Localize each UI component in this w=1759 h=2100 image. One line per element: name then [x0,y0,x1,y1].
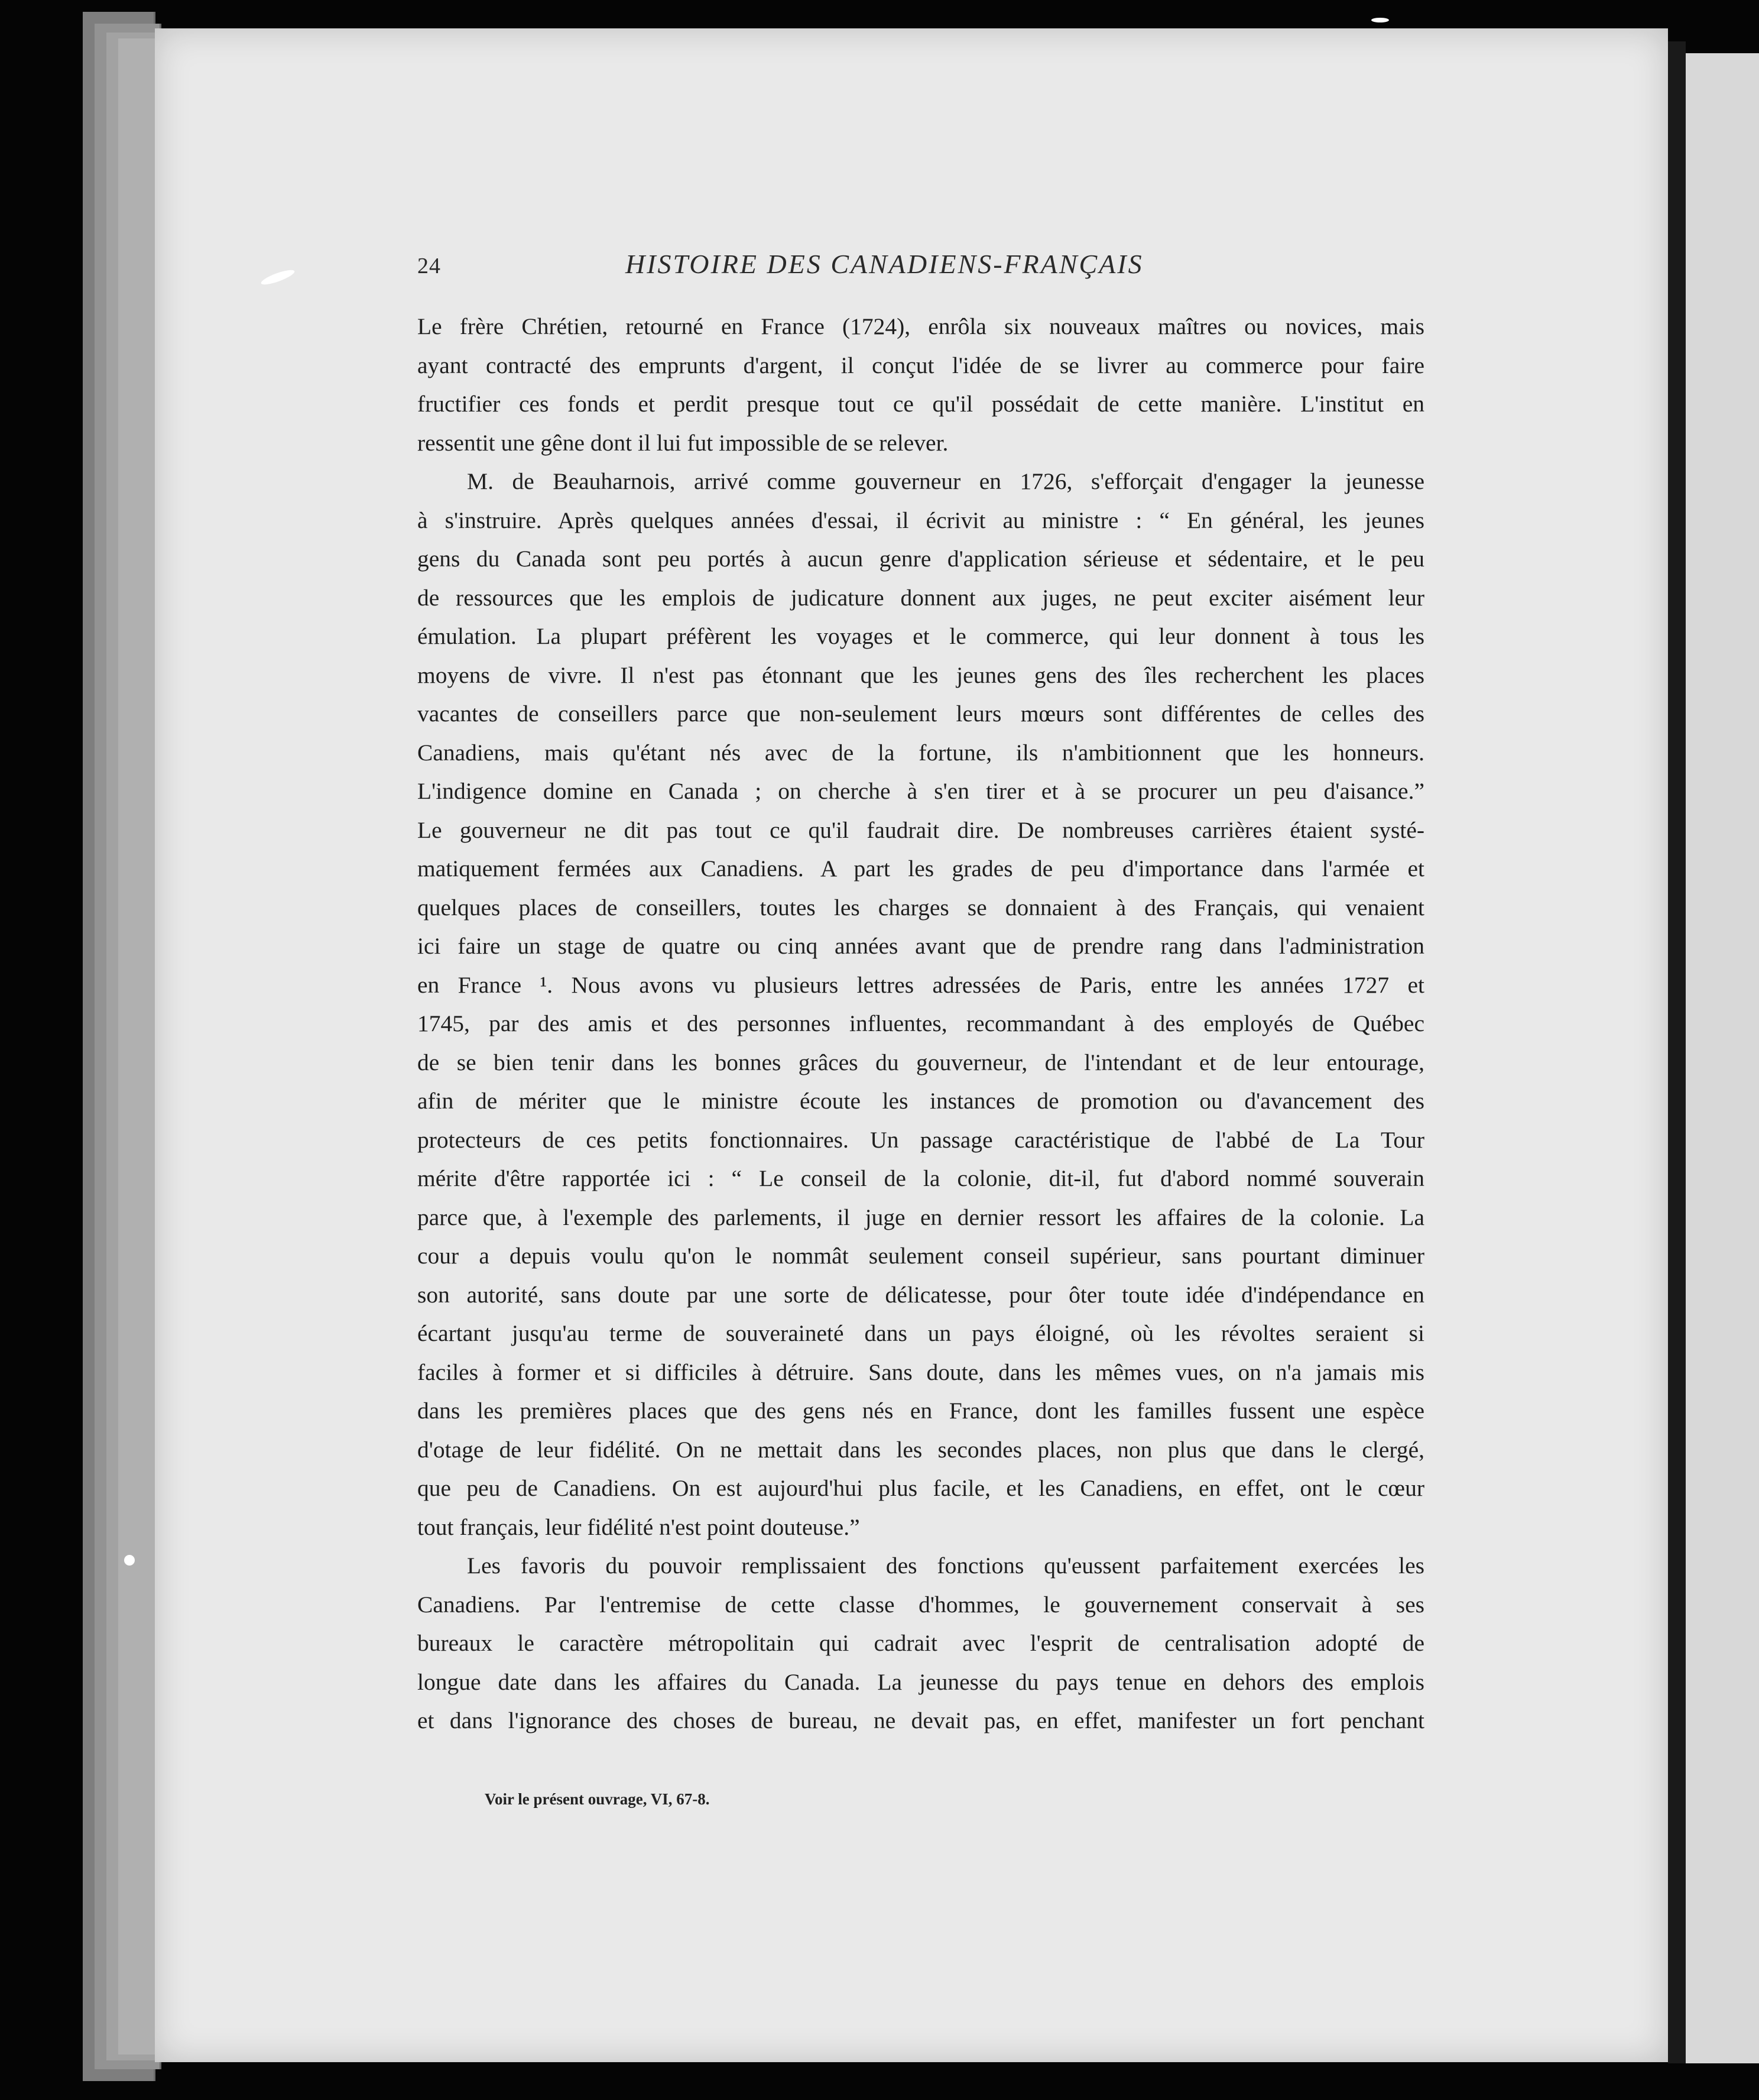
text-line: tout français, leur fidélité n'est point douteuse.” [417,1514,860,1540]
text-line: écartant jusqu'au terme de souveraineté dans un pays éloigné, où les révoltes seraient si [417,1320,1424,1346]
text-line: ici faire un stage de quatre ou cinq années avant que de prendre rang dans l'administration [417,933,1424,959]
text-line: son autorité, sans doute par une sorte de délicatesse, pour ôter toute idée d'indépendance en [417,1281,1424,1308]
text-line: moyens de vivre. Il n'est pas étonnant que les jeunes gens des îles recherchent les places [417,662,1424,688]
running-title: HISTOIRE DES CANADIENS-FRANÇAIS [625,249,1144,279]
body-text [417,307,1424,1741]
text-line: cour a depuis voulu qu'on le nommât seulement conseil supérieur, sans pourtant diminuer [417,1243,1424,1269]
text-line: M. de Beauharnois, arrivé comme gouverneur en 1726, s'efforçait d'engager la jeunesse [467,468,1424,494]
text-line: et dans l'ignorance des choses de bureau, ne devait pas, en effet, manifester un fort penchant [417,1707,1424,1733]
text-line: gens du Canada sont peu portés à aucun genre d'application sérieuse et sédentaire, et le peu [417,546,1424,572]
text-line: Les favoris du pouvoir remplissaient des fonctions qu'eussent parfaitement exercées les [467,1553,1424,1579]
text-line: L'indigence domine en Canada ; on cherche à s'en tirer et à se procurer un peu d'aisance.” [417,778,1424,804]
page-number: 24 [417,254,441,278]
text-line: Le gouverneur ne dit pas tout ce qu'il faudrait dire. De nombreuses carrières étaient systé- [417,816,1424,843]
book-gutter [1668,41,1686,2063]
running-header [417,248,1212,284]
text-line: de ressources que les emplois de judicature donnent aux juges, ne peut exciter aisément leur [417,584,1424,611]
text-line: parce que, à l'exemple des parlements, il juge en dernier ressort les affaires de la colonie. La [417,1204,1424,1230]
footnote: Voir le présent ouvrage, VI, 67-8. [485,1790,710,1808]
text-line: bureaux le caractère métropolitain qui cadrait avec l'esprit de centralisation adopté de [417,1630,1424,1656]
text-line: vacantes de conseillers parce que non-seulement leurs mœurs sont différentes de celles des [417,701,1424,727]
scan-speck [124,1555,135,1566]
text-line: quelques places de conseillers, toutes les charges se donnaient à des Français, qui venaient [417,894,1424,921]
facing-page-edge [1686,53,1759,2063]
text-line: faciles à former et si difficiles à détruire. Sans doute, dans les mêmes vues, on n'a jamais mis [417,1359,1424,1385]
scan-speck [1371,18,1389,22]
text-line: que peu de Canadiens. On est aujourd'hui plus facile, et les Canadiens, en effet, ont le cœur [417,1475,1424,1501]
text-line: ayant contracté des emprunts d'argent, il conçut l'idée de se livrer au commerce pour faire [417,352,1424,378]
text-line: protecteurs de ces petits fonctionnaires. Un passage caractéristique de l'abbé de La Tour [417,1126,1424,1153]
paragraph [417,307,1424,462]
text-line: d'otage de leur fidélité. On ne mettait dans les secondes places, non plus que dans le clergé, [417,1436,1424,1463]
paragraph [417,462,1424,1547]
text-line: fructifier ces fonds et perdit presque tout ce qu'il possédait de cette manière. L'institut en [417,391,1424,417]
text-line: Canadiens, mais qu'étant nés avec de la fortune, ils n'ambitionnent que les honneurs. [417,739,1424,766]
text-line: dans les premières places que des gens nés en France, dont les familles fussent une espèce [417,1398,1424,1424]
text-line: Le frère Chrétien, retourné en France (1724), enrôla six nouveaux maîtres ou novices, mais [417,313,1424,339]
text-line: à s'instruire. Après quelques années d'essai, il écrivit au ministre : “ En général, les jeunes [417,507,1424,533]
text-line: ressentit une gêne dont il lui fut impossible de se relever. [417,429,949,456]
text-line: en France ¹. Nous avons vu plusieurs lettres adressées de Paris, entre les années 1727 et [417,971,1424,998]
text-line: 1745, par des amis et des personnes influentes, recommandant à des employés de Québec [417,1010,1424,1036]
text-line: afin de mériter que le ministre écoute les instances de promotion ou d'avancement des [417,1088,1424,1114]
text-line: Canadiens. Par l'entremise de cette classe d'hommes, le gouvernement conservait à ses [417,1591,1424,1618]
text-line: longue date dans les affaires du Canada. La jeunesse du pays tenue en dehors des emplois [417,1668,1424,1695]
text-line: matiquement fermées aux Canadiens. A part les grades de peu d'importance dans l'armée et [417,855,1424,882]
text-line: mérite d'être rapportée ici : “ Le conseil de la colonie, dit-il, fut d'abord nommé souverain [417,1165,1424,1191]
paragraph [417,1547,1424,1741]
text-line: de se bien tenir dans les bonnes grâces du gouverneur, de l'intendant et de leur entourage, [417,1049,1424,1075]
text-line: émulation. La plupart préfèrent les voyages et le commerce, qui leur donnent à tous les [417,623,1424,649]
